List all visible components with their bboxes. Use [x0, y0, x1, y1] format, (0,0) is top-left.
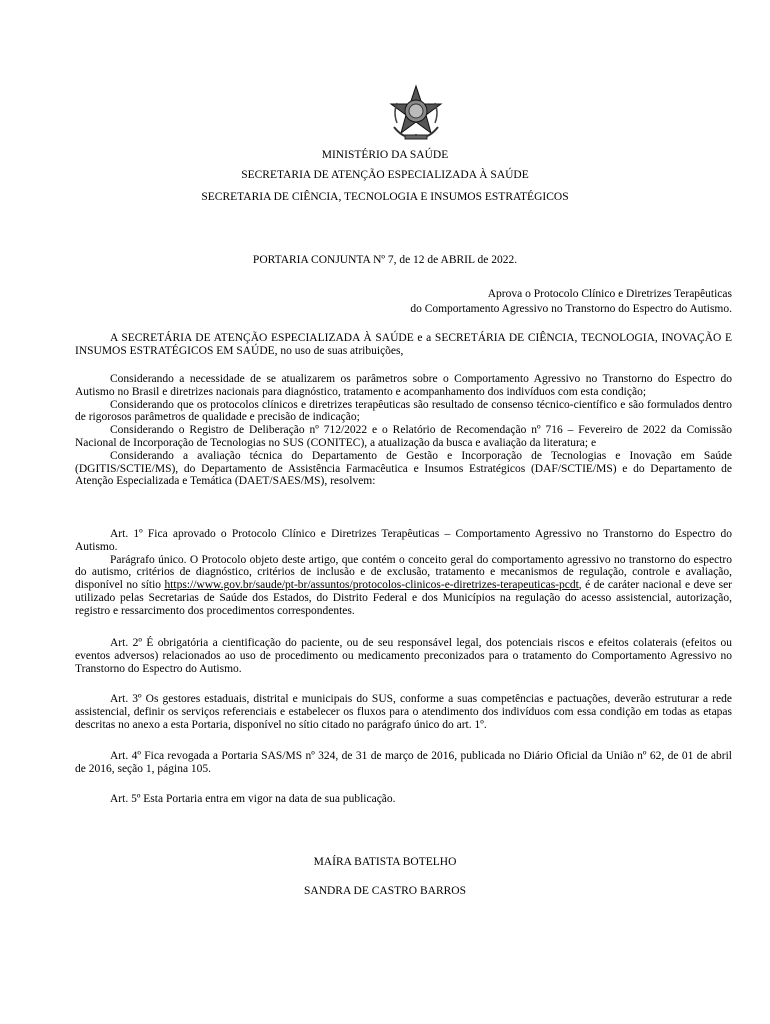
article-1-paragraph: [75, 554, 732, 618]
article-5: Art. 5º Esta Portaria entra em vigor na data de sua publicação.: [110, 793, 396, 805]
summary-line-1: Aprova o Protocolo Clínico e Diretrizes Terapêuticas: [487, 288, 732, 300]
consideration-3: Considerando o Registro de Deliberação nº 712/2022 e o Relatório de Recomendação nº 716 – Fevereiro de 2022 da Comissão Nacional de Incorporação de Tecnologias no SUS (CONITEC), a atualização da busca e avaliação da literatura; e: [75, 424, 732, 449]
summary-line-2: do Comportamento Agressivo no Transtorno do Espectro do Autismo.: [410, 303, 732, 315]
article-1: [75, 528, 732, 618]
signature-1: MAÍRA BATISTA BOTELHO: [313, 856, 457, 868]
brazil-coat-of-arms-icon: [385, 83, 447, 145]
considerations: [75, 373, 732, 488]
article-3: Art. 3º Os gestores estaduais, distrital e municipais do SUS, conforme a suas competências e pactuações, deverão estruturar a rede assistencial, definir os serviços referenciais e estabelecer os fluxos para o atendimento dos indivíduos com essa condição em todas as etapas descritas no anexo a esta Portaria, disponível no sítio citado no parágrafo único do art. 1º.: [75, 693, 732, 731]
article-4: Art. 4º Fica revogada a Portaria SAS/MS nº 324, de 31 de março de 2016, publicada no Diário Oficial da União nº 62, de 01 de abril de 2016, seção 1, página 105.: [75, 750, 732, 775]
consideration-2: Considerando que os protocolos clínicos e diretrizes terapêuticas são resultado de consenso técnico-científico e são formulados dentro de rigorosos parâmetros de qualidade e precisão de indicação;: [75, 398, 732, 424]
ministry-heading: MINISTÉRIO DA SAÚDE: [321, 149, 449, 161]
secretariat-heading-2: SECRETARIA DE CIÊNCIA, TECNOLOGIA E INSUMOS ESTRATÉGICOS: [201, 191, 569, 203]
signature-2: SANDRA DE CASTRO BARROS: [304, 885, 466, 897]
article-1-paragraph-text-a: Parágrafo único. O Protocolo objeto deste artigo, que contém o conceito geral do comportamento agressivo no transtorno do espectro do autismo, critérios de diagnóstico, critérios de inclusão e de exclusão, tratamento e mecanismos de regulação, controle e avaliação, disponível no sítio: [75, 553, 732, 592]
article-1-text: Art. 1º Fica aprovado o Protocolo Clínico e Diretrizes Terapêuticas – Comportamento Agressivo no Transtorno do Espectro do Autismo.: [75, 528, 732, 553]
consideration-4: Considerando a avaliação técnica do Departamento de Gestão e Incorporação de Tecnologias e Inovação em Saúde (DGITIS/SCTIE/MS), do Departamento de Assistência Farmacêutica e Insumos Estratégicos (DAF/SCTIE/MS) e do Departamento de Atenção Especializada e Temática (DAET/SAES/MS), resolvem:: [75, 449, 732, 488]
secretariat-heading-1: SECRETARIA DE ATENÇÃO ESPECIALIZADA À SAÚDE: [241, 169, 529, 181]
consideration-1: Considerando a necessidade de se atualizarem os parâmetros sobre o Comportamento Agressivo no Transtorno do Espectro do Autismo no Brasil e diretrizes nacionais para diagnóstico, tratamento e acompanhamento dos indivíduos com esta condição;: [75, 373, 732, 398]
preamble: A SECRETÁRIA DE ATENÇÃO ESPECIALIZADA À SAÚDE e a SECRETÁRIA DE CIÊNCIA, TECNOLOGIA, INOVAÇÃO E INSUMOS ESTRATÉGICOS EM SAÚDE, no uso de suas atribuições,: [75, 332, 732, 357]
article-2: Art. 2º É obrigatória a cientificação do paciente, ou de seu responsável legal, dos potenciais riscos e efeitos colaterais (efeitos ou eventos adversos) relacionados ao uso de procedimento ou medicamento preconizados para o tratamento do Comportamento Agressivo no Transtorno do Espectro do Autismo.: [75, 637, 732, 675]
pcdt-link[interactable]: https://www.gov.br/saude/pt-br/assuntos/protocolos-clinicos-e-diretrizes-terapeuticas-pcdt: [164, 579, 579, 592]
document-title: PORTARIA CONJUNTA Nº 7, de 12 de ABRIL de 2022.: [252, 254, 518, 266]
article-1-paragraph-text-b: , é de caráter nacional e deve ser utilizado pelas Secretarias de Saúde dos Estados, do Distrito Federal e dos Municípios na regulação do acesso assistencial, autorização, registro e ressarcimento dos procedimentos correspondentes.: [75, 579, 732, 617]
